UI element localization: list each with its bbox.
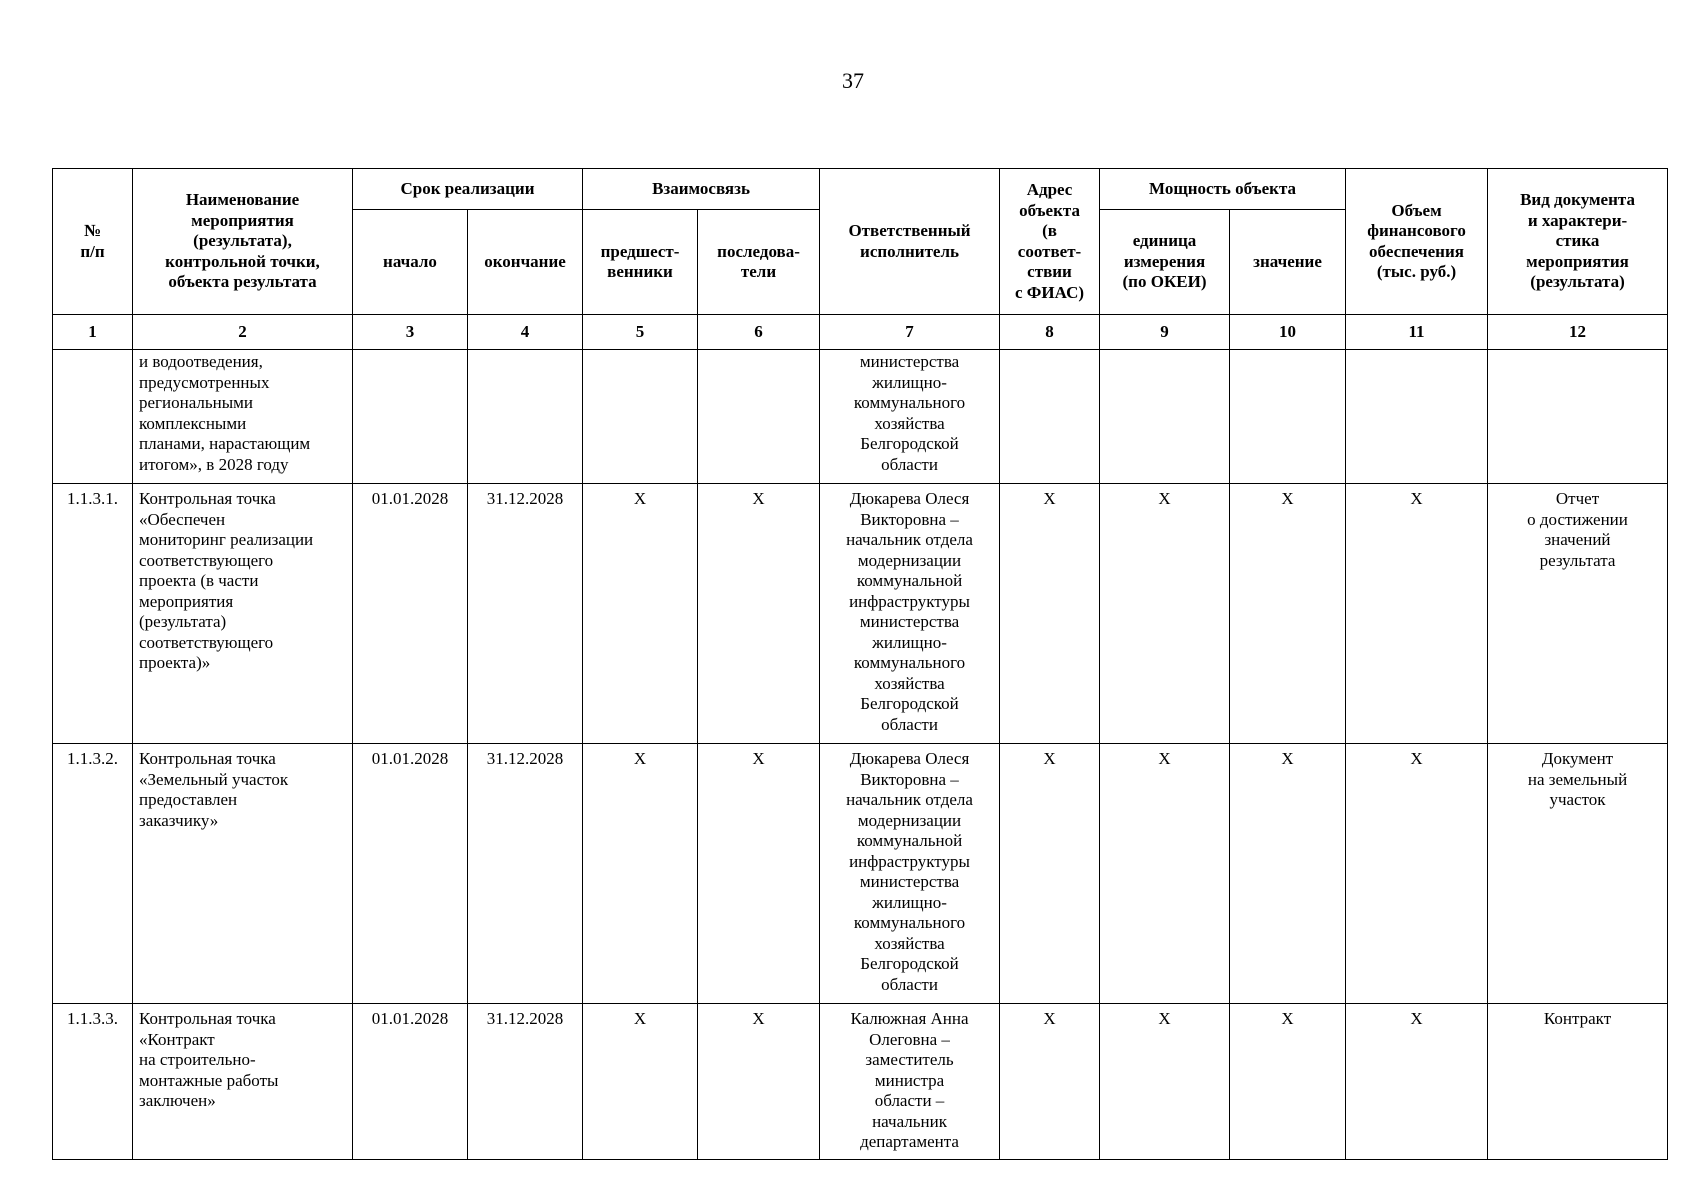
row-prev: X (583, 744, 698, 1004)
plan-table (52, 168, 1668, 1160)
row-num: 1.1.3.3. (53, 1004, 133, 1160)
row-unit: X (1100, 744, 1230, 1004)
row-start: 01.01.2028 (353, 744, 468, 1004)
header-term-end: окончание (468, 210, 583, 315)
header-address: Адрес объекта (в соответ- ствии с ФИАС) (1000, 169, 1100, 315)
header-link-next: последова- тели (698, 210, 820, 315)
row-name: Контрольная точка «Контракт на строительно- монтажные работы заключен» (133, 1004, 353, 1160)
row-unit: X (1100, 1004, 1230, 1160)
header-capacity-group: Мощность объекта (1100, 169, 1346, 210)
row-address: X (1000, 484, 1100, 744)
row-finance: X (1346, 1004, 1488, 1160)
row-unit: X (1100, 484, 1230, 744)
column-number: 6 (698, 315, 820, 350)
row-finance: X (1346, 744, 1488, 1004)
row-finance: X (1346, 484, 1488, 744)
row-start: 01.01.2028 (353, 484, 468, 744)
row-end: 31.12.2028 (468, 484, 583, 744)
row-start: 01.01.2028 (353, 1004, 468, 1160)
row-name: и водоотведения, предусмотренных региональными комплексными планами, нарастающим итогом», в 2028 году (133, 350, 353, 484)
row-executor: министерства жилищно- коммунального хозяйства Белгородской области (820, 350, 1000, 484)
row-doc: Контракт (1488, 1004, 1668, 1160)
column-number: 8 (1000, 315, 1100, 350)
row-num (53, 350, 133, 484)
column-number: 12 (1488, 315, 1668, 350)
column-number: 10 (1230, 315, 1346, 350)
header-link-group: Взаимосвязь (583, 169, 820, 210)
row-prev: X (583, 484, 698, 744)
header-doc-type: Вид документа и характери- стика мероприятия (результата) (1488, 169, 1668, 315)
header-row-1 (53, 169, 1668, 210)
header-term-group: Срок реализации (353, 169, 583, 210)
row-value: X (1230, 744, 1346, 1004)
column-number: 3 (353, 315, 468, 350)
table-row (53, 484, 1668, 744)
row-prev (583, 350, 698, 484)
row-end: 31.12.2028 (468, 1004, 583, 1160)
row-num: 1.1.3.2. (53, 744, 133, 1004)
row-unit (1100, 350, 1230, 484)
row-executor: Калюжная Анна Олеговна – заместитель министра области – начальник департамента (820, 1004, 1000, 1160)
row-next: X (698, 744, 820, 1004)
plan-table-container (52, 168, 1667, 1160)
column-number: 11 (1346, 315, 1488, 350)
row-value (1230, 350, 1346, 484)
table-row (53, 1004, 1668, 1160)
header-finance: Объем финансового обеспечения (тыс. руб.) (1346, 169, 1488, 315)
row-doc: Отчет о достижении значений результата (1488, 484, 1668, 744)
header-num: № п/п (53, 169, 133, 315)
row-doc: Документ на земельный участок (1488, 744, 1668, 1004)
row-next: X (698, 1004, 820, 1160)
header-capacity-value: значение (1230, 210, 1346, 315)
row-doc (1488, 350, 1668, 484)
header-executor: Ответственный исполнитель (820, 169, 1000, 315)
row-value: X (1230, 484, 1346, 744)
row-value: X (1230, 1004, 1346, 1160)
header-link-prev: предшест- венники (583, 210, 698, 315)
row-address: X (1000, 744, 1100, 1004)
column-number-row (53, 315, 1668, 350)
table-row (53, 744, 1668, 1004)
row-end (468, 350, 583, 484)
header-name: Наименование мероприятия (результата), контрольной точки, объекта результата (133, 169, 353, 315)
column-number: 7 (820, 315, 1000, 350)
column-number: 2 (133, 315, 353, 350)
row-num: 1.1.3.1. (53, 484, 133, 744)
row-name: Контрольная точка «Обеспечен мониторинг реализации соответствующего проекта (в части мероприятия (результата) соответствующего проекта)» (133, 484, 353, 744)
row-executor: Дюкарева Олеся Викторовна – начальник отдела модернизации коммунальной инфраструктуры министерства жилищно- коммунального хозяйства Белгородской области (820, 484, 1000, 744)
row-end: 31.12.2028 (468, 744, 583, 1004)
header-term-start: начало (353, 210, 468, 315)
row-address (1000, 350, 1100, 484)
row-start (353, 350, 468, 484)
column-number: 9 (1100, 315, 1230, 350)
row-name: Контрольная точка «Земельный участок предоставлен заказчику» (133, 744, 353, 1004)
page-number: 37 (842, 68, 864, 93)
header-capacity-unit: единица измерения (по ОКЕИ) (1100, 210, 1230, 315)
row-executor: Дюкарева Олеся Викторовна – начальник отдела модернизации коммунальной инфраструктуры министерства жилищно- коммунального хозяйства Белгородской области (820, 744, 1000, 1004)
row-address: X (1000, 1004, 1100, 1160)
row-prev: X (583, 1004, 698, 1160)
row-next (698, 350, 820, 484)
column-number: 5 (583, 315, 698, 350)
column-number: 4 (468, 315, 583, 350)
table-row (53, 350, 1668, 484)
row-next: X (698, 484, 820, 744)
column-number: 1 (53, 315, 133, 350)
row-finance (1346, 350, 1488, 484)
